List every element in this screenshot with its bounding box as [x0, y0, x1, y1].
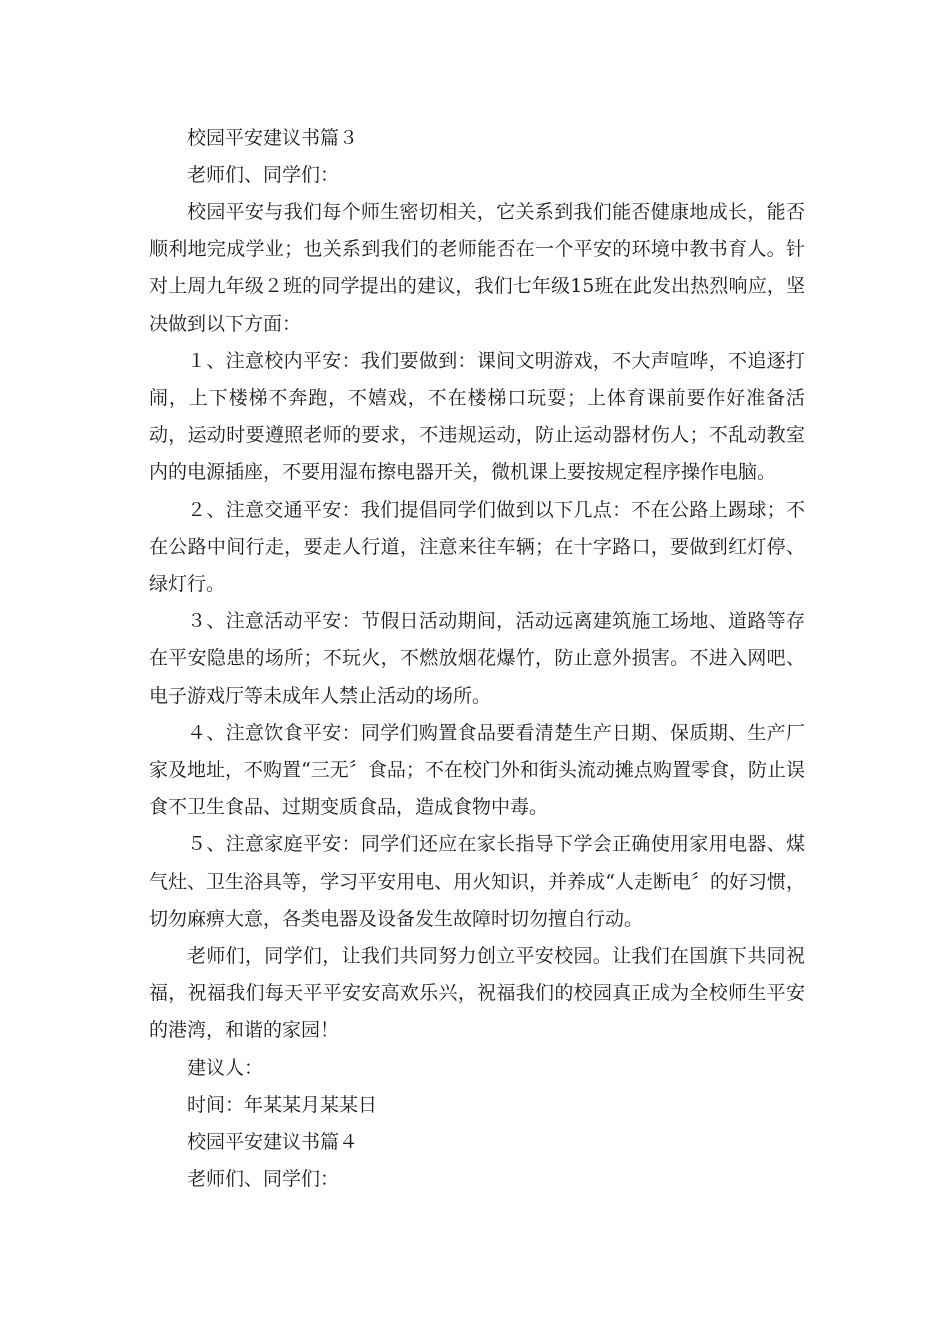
section-4-greeting: 老师们、同学们：: [187, 1167, 340, 1190]
document-body: [149, 120, 805, 1198]
signer-line: 建议人：: [187, 1056, 264, 1079]
section-3-title: 校园平安建议书篇３: [187, 127, 359, 149]
paragraph-item-1: １、注意校内平安：我们要做到：课间文明游戏，不大声喧哗，不追逐打闹，上下楼梯不奔跑，不嬉戏，不在楼梯口玩耍；上体育课前要作好准备活动，运动时要遵照老师的要求，不违规运动，防止运动器材伤人；不乱动教室内的电源插座，不要用湿布擦电器开关，微机课上要按规定程序操作电脑。: [149, 349, 805, 484]
section-3-greeting: 老师们、同学们：: [187, 164, 340, 186]
date-line: 时间：年某某月某某日: [187, 1093, 378, 1116]
paragraph-item-4: ４、注意饮食平安：同学们购置食品要看清楚生产日期、保质期、生产厂家及地址，不购置“三无〞食品；不在校门外和街头流动摊点购置零食，防止误食不卫生食品、过期变质食品，造成食物中毒。: [149, 721, 805, 819]
paragraph-item-5: ５、注意家庭平安：同学们还应在家长指导下学会正确使用家用电器、煤气灶、卫生浴具等，学习平安用电、用火知识，并养成“人走断电〞的好习惯，切勿麻痹大意，各类电器及设备发生故障时切勿擅自行动。: [149, 833, 805, 930]
paragraph-intro: 校园平安与我们每个师生密切相关，它关系到我们能否健康地成长，能否顺利地完成学业；也关系到我们的老师能否在一个平安的环境中教书育人。针对上周九年级２班的同学提出的建议，我们七年级15班在此发出热烈响应，坚决做到以下方面：: [149, 201, 805, 335]
paragraph-item-2: ２、注意交通平安：我们提倡同学们做到以下几点：不在公路上踢球；不在公路中间行走，要走人行道，注意来往车辆；在十字路口，要做到红灯停、绿灯行。: [149, 498, 805, 596]
paragraph-item-3: ３、注意活动平安：节假日活动期间，活动远离建筑施工场地、道路等存在平安隐患的场所；不玩火，不燃放烟花爆竹，防止意外损害。不进入网吧、电子游戏厅等未成年人禁止活动的场所。: [149, 610, 805, 707]
paragraph-closing: 老师们，同学们，让我们共同努力创立平安校园。让我们在国旗下共同祝福，祝福我们每天平平安安高欢乐兴，祝福我们的校园真正成为全校师生平安的港湾，和谐的家园！: [149, 945, 805, 1042]
section-4-title: 校园平安建议书篇４: [187, 1130, 359, 1153]
